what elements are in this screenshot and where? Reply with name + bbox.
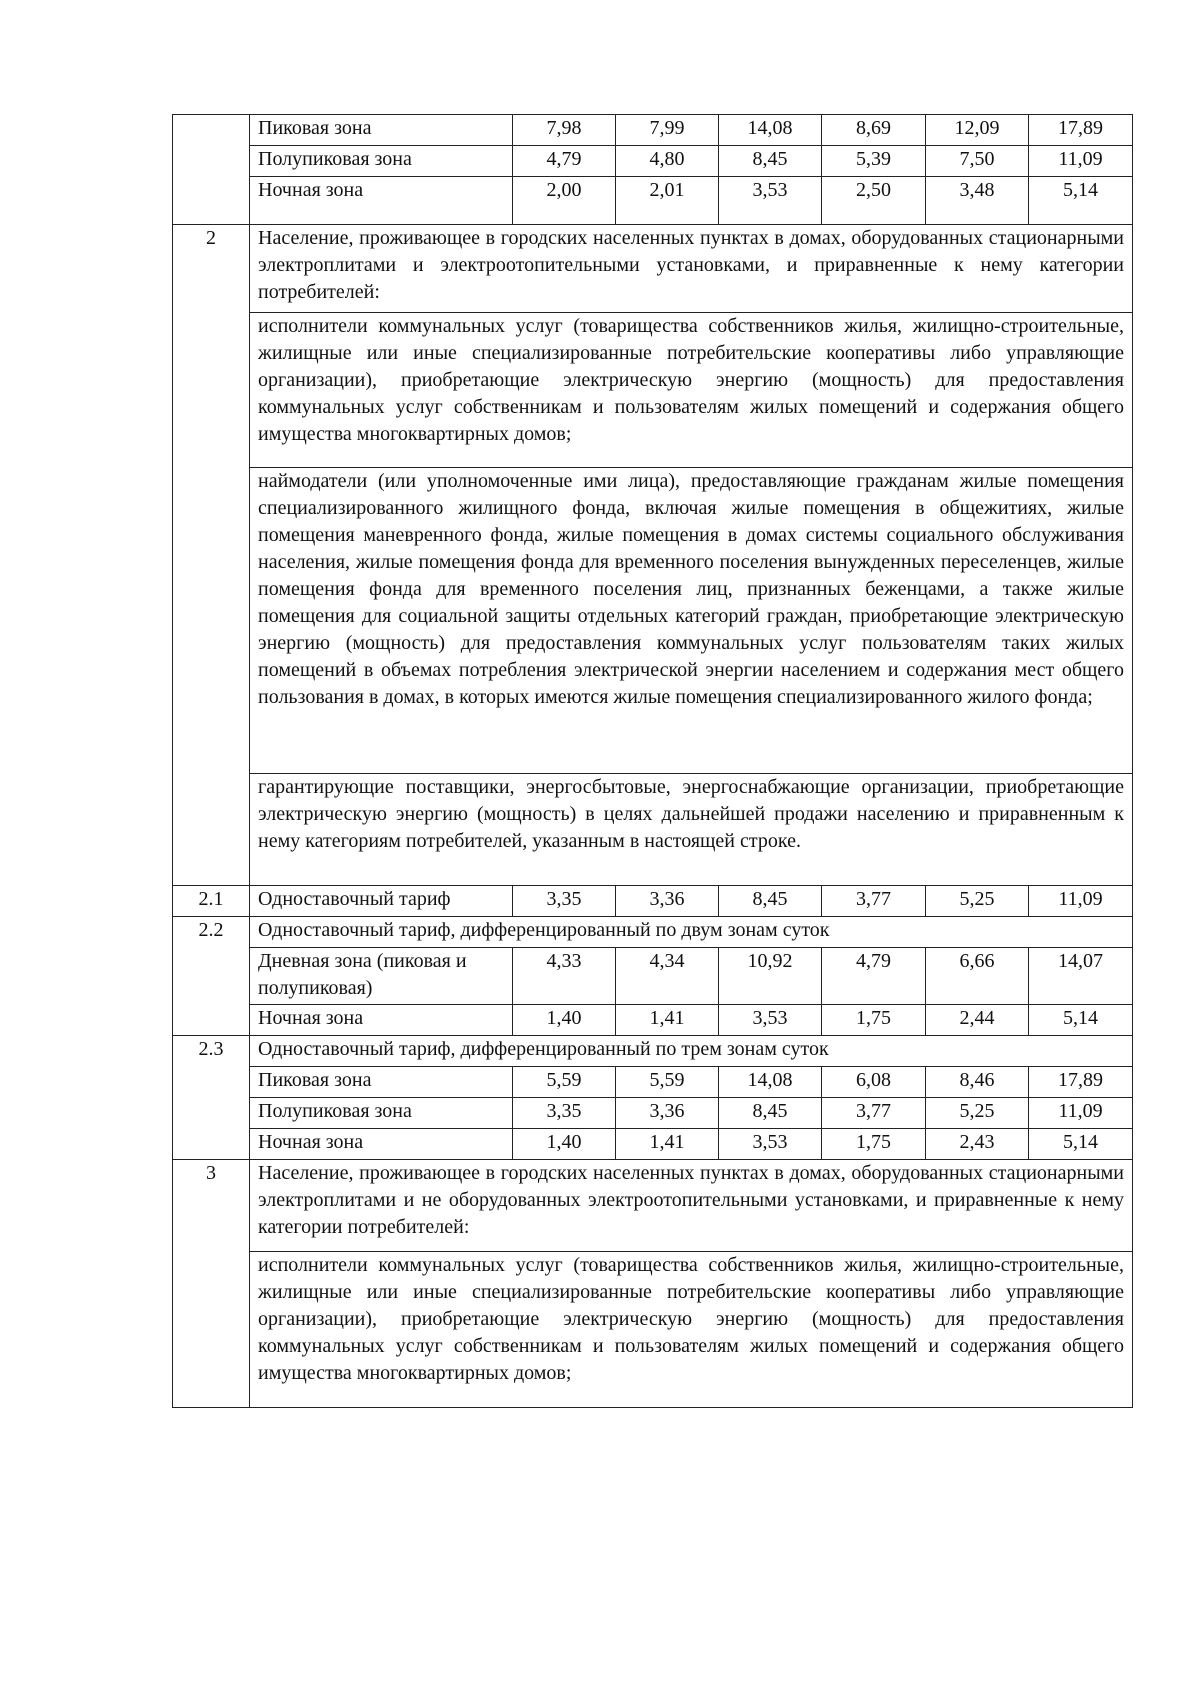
section-paragraph: гарантирующие поставщики, энергосбытовые, энергоснабжающие организации, приобретающие электрическую энергию (мощность) в целях дальнейшей продажи населению и приравненным к нему категориям потребителей, указанным в настоящей строке. xyxy=(250,774,1133,886)
section-number: 3 xyxy=(173,1160,250,1408)
value-cell: 3,48 xyxy=(926,177,1029,225)
value-cell: 8,69 xyxy=(822,115,926,146)
table-row xyxy=(173,115,1133,146)
paragraph-row xyxy=(173,468,1133,774)
value-cell: 5,25 xyxy=(926,886,1029,917)
section-paragraph: наймодатели (или уполномоченные ими лица), предоставляющие гражданам жилые помещения специализированного жилищного фонда, включая жилые помещения в общежитиях, жилые помещения маневренного фонда, жилые помещения в домах системы социального обслуживания населения, жилые помещения фонда для временного поселения вынужденных переселенцев, жилые помещения фонда для временного поселения лиц, признанных беженцами, а также жилые помещения для социальной защиты отдельных категорий граждан, приобретающие электрическую энергию (мощность) для предоставления коммунальных услуг пользователям таких жилых помещений в объемах потребления электрической энергии населением и содержания мест общего пользования в домах, в которых имеются жилые помещения специализированного жилого фонда; xyxy=(250,468,1133,774)
number-cell xyxy=(173,115,250,225)
section-title: Население, проживающее в городских населенных пунктах в домах, оборудованных стационарными электроплитами и не оборудованных электроотопительными установками, и приравненные к нему категории потребителей: xyxy=(250,1160,1133,1252)
value-cell: 3,53 xyxy=(719,177,822,225)
table-row xyxy=(173,1098,1133,1129)
value-cell: 12,09 xyxy=(926,115,1029,146)
row-label: Ночная зона xyxy=(250,177,513,225)
table-row xyxy=(173,948,1133,1005)
value-cell: 6,66 xyxy=(926,948,1029,1005)
value-cell: 5,39 xyxy=(822,146,926,177)
value-cell: 1,75 xyxy=(822,1129,926,1160)
value-cell: 17,89 xyxy=(1029,115,1133,146)
value-cell: 1,41 xyxy=(616,1005,719,1036)
row-label: Одноставочный тариф xyxy=(250,886,513,917)
value-cell: 4,79 xyxy=(822,948,926,1005)
value-cell: 5,59 xyxy=(513,1067,616,1098)
value-cell: 8,45 xyxy=(719,886,822,917)
value-cell: 1,40 xyxy=(513,1129,616,1160)
value-cell: 7,50 xyxy=(926,146,1029,177)
value-cell: 2,50 xyxy=(822,177,926,225)
table-row xyxy=(173,1005,1133,1036)
value-cell: 14,07 xyxy=(1029,948,1133,1005)
row-number: 2.2 xyxy=(173,917,250,1036)
value-cell: 7,99 xyxy=(616,115,719,146)
row-label: Пиковая зона xyxy=(250,1067,513,1098)
value-cell: 3,53 xyxy=(719,1005,822,1036)
value-cell: 3,35 xyxy=(513,1098,616,1129)
value-cell: 1,41 xyxy=(616,1129,719,1160)
table-row xyxy=(173,917,1133,948)
table-row xyxy=(173,1036,1133,1067)
value-cell: 3,36 xyxy=(616,1098,719,1129)
value-cell: 2,43 xyxy=(926,1129,1029,1160)
value-cell: 5,25 xyxy=(926,1098,1029,1129)
table-row xyxy=(173,177,1133,225)
table-row xyxy=(173,886,1133,917)
row-number: 2.3 xyxy=(173,1036,250,1160)
paragraph-row xyxy=(173,313,1133,468)
paragraph-row xyxy=(173,1252,1133,1408)
value-cell: 8,45 xyxy=(719,146,822,177)
section-header-row xyxy=(173,225,1133,313)
row-label: Дневная зона (пиковая и полупиковая) xyxy=(250,948,513,1005)
value-cell: 5,14 xyxy=(1029,177,1133,225)
section-paragraph: исполнители коммунальных услуг (товарищества собственников жилья, жилищно-строительные, жилищные или иные специализированные потребительские кооперативы либо управляющие организации), приобретающие электрическую энергию (мощность) для предоставления коммунальных услуг собственникам и пользователям жилых помещений и содержания общего имущества многоквартирных домов; xyxy=(250,1252,1133,1408)
value-cell: 2,01 xyxy=(616,177,719,225)
value-cell: 5,14 xyxy=(1029,1129,1133,1160)
value-cell: 4,33 xyxy=(513,948,616,1005)
row-label: Полупиковая зона xyxy=(250,146,513,177)
row-title: Одноставочный тариф, дифференцированный по трем зонам суток xyxy=(250,1036,1133,1067)
paragraph-row xyxy=(173,774,1133,886)
table-row xyxy=(173,1129,1133,1160)
value-cell: 14,08 xyxy=(719,115,822,146)
value-cell: 11,09 xyxy=(1029,1098,1133,1129)
section-title: Население, проживающее в городских населенных пунктах в домах, оборудованных стационарными электроплитами и электроотопительными установками, и приравненные к нему категории потребителей: xyxy=(250,225,1133,313)
value-cell: 5,14 xyxy=(1029,1005,1133,1036)
value-cell: 1,75 xyxy=(822,1005,926,1036)
row-label: Ночная зона xyxy=(250,1005,513,1036)
tariff-table xyxy=(172,114,1133,1408)
row-label: Ночная зона xyxy=(250,1129,513,1160)
value-cell: 4,34 xyxy=(616,948,719,1005)
value-cell: 8,45 xyxy=(719,1098,822,1129)
value-cell: 3,77 xyxy=(822,1098,926,1129)
row-label: Пиковая зона xyxy=(250,115,513,146)
row-label: Полупиковая зона xyxy=(250,1098,513,1129)
value-cell: 1,40 xyxy=(513,1005,616,1036)
value-cell: 3,53 xyxy=(719,1129,822,1160)
table-row xyxy=(173,1067,1133,1098)
value-cell: 2,00 xyxy=(513,177,616,225)
value-cell: 4,79 xyxy=(513,146,616,177)
value-cell: 8,46 xyxy=(926,1067,1029,1098)
value-cell: 3,77 xyxy=(822,886,926,917)
value-cell: 10,92 xyxy=(719,948,822,1005)
value-cell: 14,08 xyxy=(719,1067,822,1098)
row-number: 2.1 xyxy=(173,886,250,917)
value-cell: 3,36 xyxy=(616,886,719,917)
value-cell: 7,98 xyxy=(513,115,616,146)
section-paragraph: исполнители коммунальных услуг (товарищества собственников жилья, жилищно-строительные, жилищные или иные специализированные потребительские кооперативы либо управляющие организации), приобретающие электрическую энергию (мощность) для предоставления коммунальных услуг собственникам и пользователям жилых помещений и содержания общего имущества многоквартирных домов; xyxy=(250,313,1133,468)
table-row xyxy=(173,146,1133,177)
value-cell: 11,09 xyxy=(1029,146,1133,177)
value-cell: 5,59 xyxy=(616,1067,719,1098)
value-cell: 4,80 xyxy=(616,146,719,177)
value-cell: 3,35 xyxy=(513,886,616,917)
value-cell: 11,09 xyxy=(1029,886,1133,917)
section-number: 2 xyxy=(173,225,250,886)
value-cell: 6,08 xyxy=(822,1067,926,1098)
row-title: Одноставочный тариф, дифференцированный по двум зонам суток xyxy=(250,917,1133,948)
value-cell: 17,89 xyxy=(1029,1067,1133,1098)
section-header-row xyxy=(173,1160,1133,1252)
value-cell: 2,44 xyxy=(926,1005,1029,1036)
